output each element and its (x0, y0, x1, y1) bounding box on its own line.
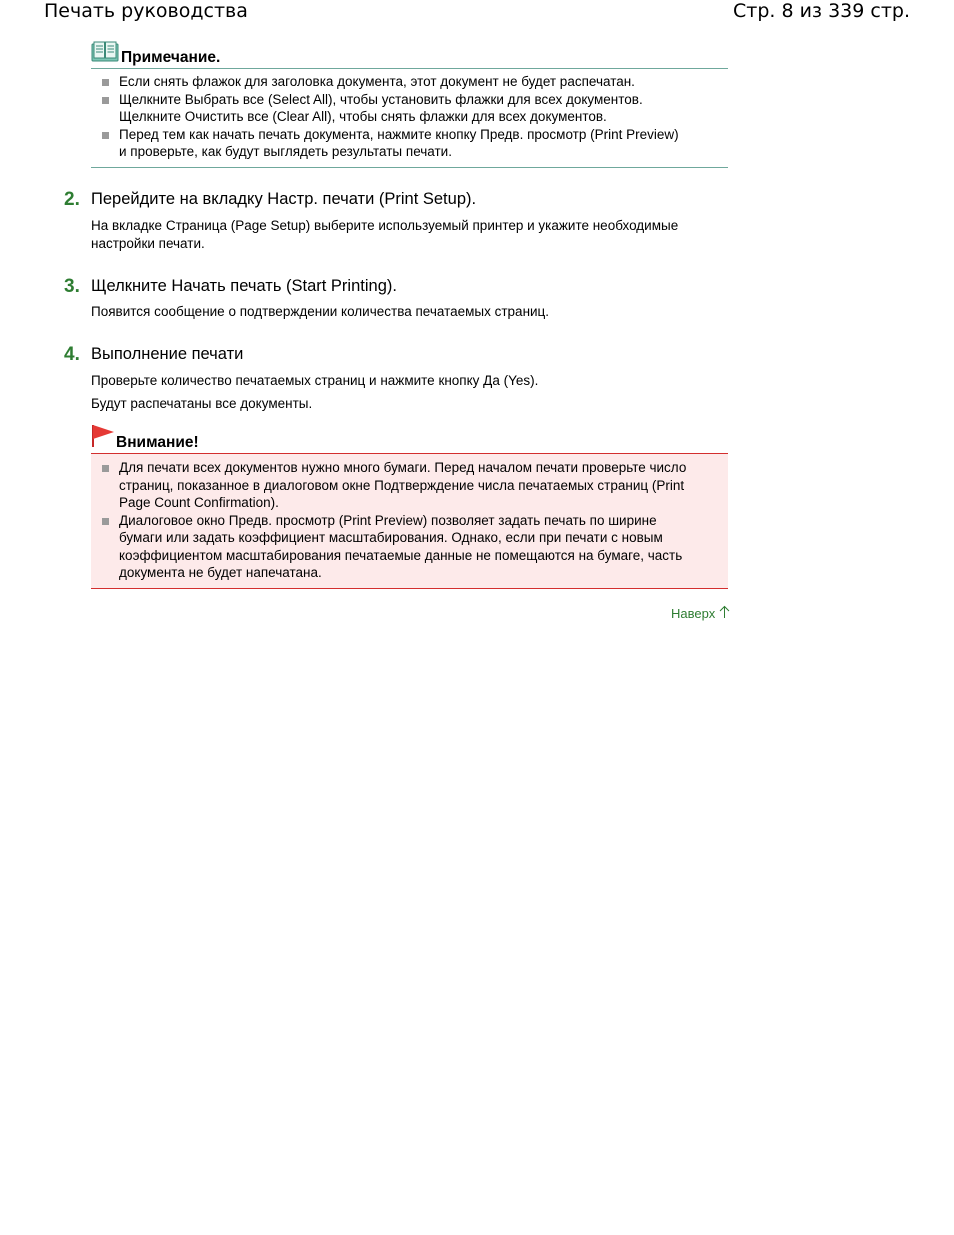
list-item-text: документа не будет напечатана. (119, 565, 322, 580)
list-item-text: Для печати всех документов нужно много бумаги. Перед началом печати проверьте число (119, 460, 687, 475)
note-block (91, 42, 728, 168)
back-to-top-link[interactable] (671, 605, 730, 621)
step-description: Появится сообщение о подтверждении количества печатаемых страниц. (91, 304, 550, 319)
list-item (91, 512, 728, 582)
caution-header (91, 427, 728, 454)
step-number: 3. (64, 276, 80, 297)
step-description: Будут распечатаны все документы. (91, 396, 313, 411)
caution-title: Внимание! (116, 434, 199, 451)
list-item-text: и проверьте, как будут выглядеть результаты печати. (119, 144, 452, 159)
step-number: 4. (64, 344, 80, 365)
square-bullet-icon (102, 465, 109, 472)
red-flag-icon (91, 424, 115, 453)
square-bullet-icon (102, 518, 109, 525)
step-description: На вкладке Страница (Page Setup) выберите используемый принтер и укажите необходимые настройки печати. (91, 218, 679, 251)
step-number: 2. (64, 189, 80, 210)
step-title: Перейдите на вкладку Настр. печати (Print Setup). (91, 190, 477, 208)
caution-block (91, 427, 728, 589)
list-item (91, 459, 728, 512)
step-title: Щелкните Начать печать (Start Printing). (91, 277, 397, 295)
list-item-text: Диалоговое окно Предв. просмотр (Print Preview) позволяет задать печать по ширине (119, 512, 657, 528)
note-title: Примечание. (121, 49, 221, 66)
list-item-text: страниц, показанное в диалоговом окне Подтверждение числа печатаемых страниц (Print (119, 477, 685, 493)
page-number-info: Стр. 8 из 339 стр. (732, 0, 910, 22)
square-bullet-icon (102, 97, 109, 104)
open-book-icon (91, 41, 119, 68)
list-item-text: Щелкните Очистить все (Clear All), чтобы снять флажки для всех документов. (119, 109, 607, 124)
step-title: Выполнение печати (91, 345, 244, 363)
step-description: Проверьте количество печатаемых страниц и нажмите кнопку Да (Yes). (91, 373, 539, 388)
list-item-text: Page Count Confirmation). (119, 495, 279, 510)
page-header-title: Печать руководства (44, 0, 248, 22)
caution-list (91, 454, 728, 589)
list-item-text: бумаги или задать коэффициент масштабирования. Однако, если при печати с новым (119, 530, 663, 545)
list-item-text: Если снять флажок для заголовка документа, этот документ не будет распечатан. (119, 74, 635, 89)
square-bullet-icon (102, 132, 109, 139)
note-list (91, 69, 728, 168)
note-header (91, 42, 728, 69)
list-item-text: Перед тем как начать печать документа, нажмите кнопку Предв. просмотр (Print Preview) (119, 126, 679, 142)
back-to-top-label[interactable]: Наверх (671, 605, 716, 621)
list-item-text: Щелкните Выбрать все (Select All), чтобы установить флажки для всех документов. (119, 91, 643, 107)
list-item (91, 73, 728, 91)
list-item (91, 126, 728, 161)
list-item (91, 91, 728, 126)
list-item-text: коэффициентом масштабирования печатаемые данные не помещаются на бумаге, часть (119, 547, 683, 563)
square-bullet-icon (102, 79, 109, 86)
arrow-up-icon[interactable] (719, 605, 730, 621)
